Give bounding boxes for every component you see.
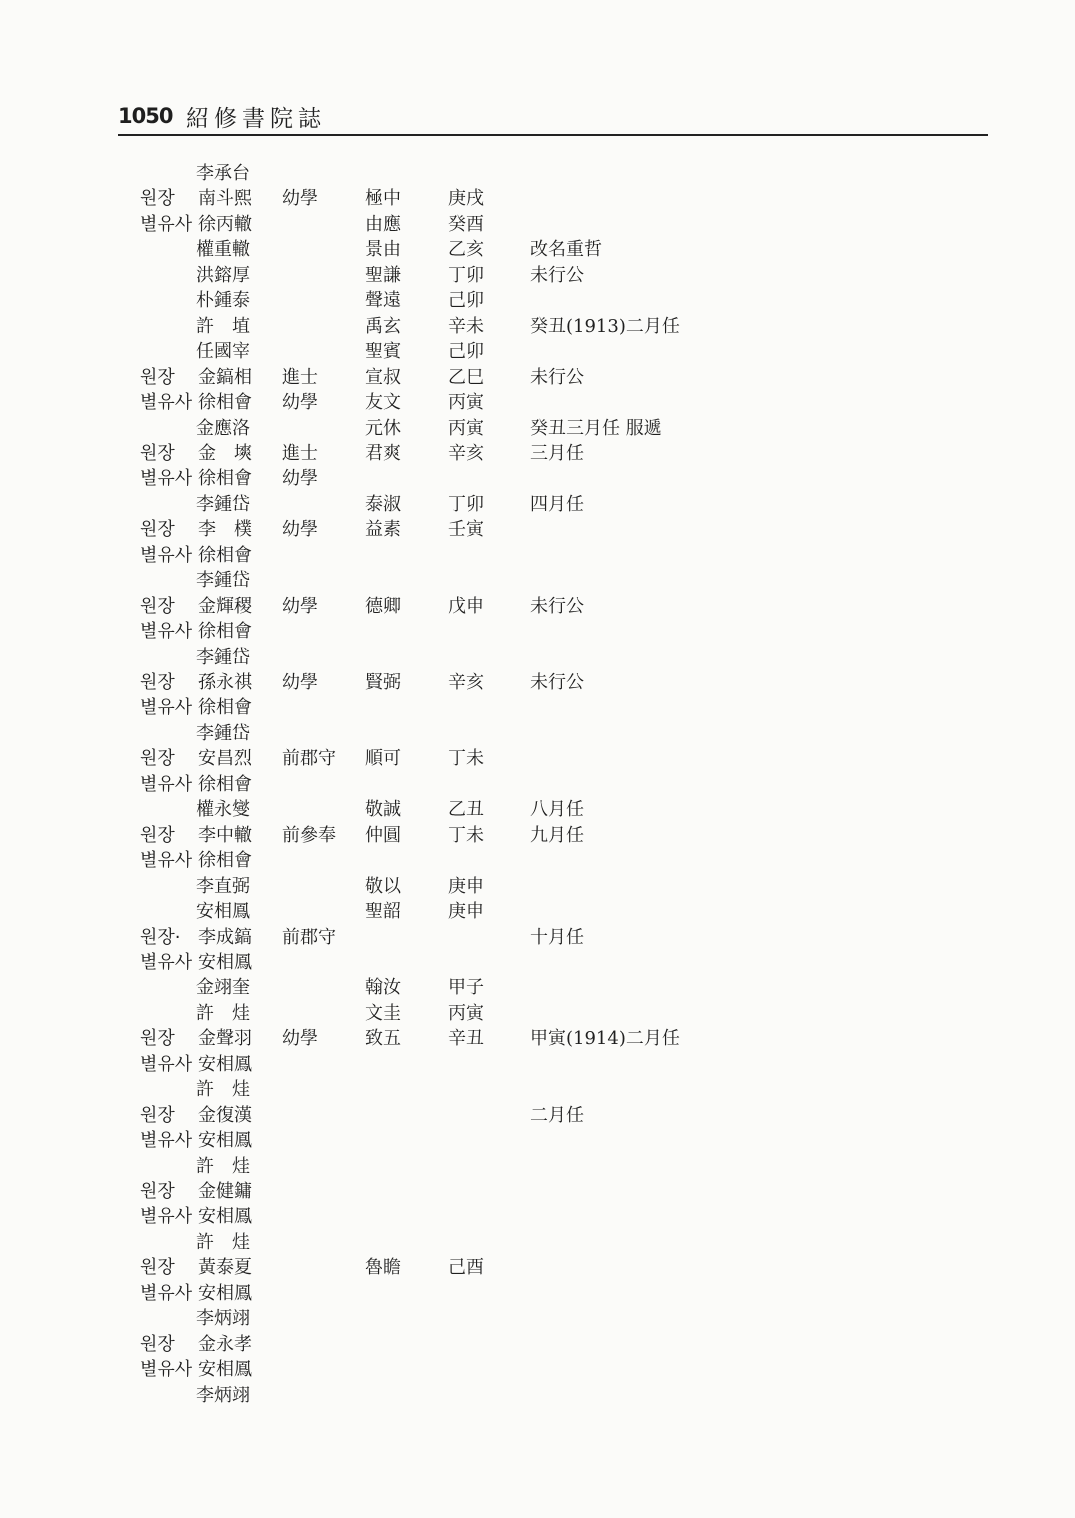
roster-row <box>0 1306 1000 1331</box>
roster-row <box>0 823 1000 848</box>
roster-courtesy: 極中 <box>365 188 401 210</box>
roster-year: 庚戌 <box>448 188 484 210</box>
roster-courtesy: 翰汝 <box>365 977 401 999</box>
roster-role: 원장 <box>140 188 175 210</box>
roster-role: 원장 <box>140 1181 175 1202</box>
roster-year: 丁卯 <box>448 264 484 286</box>
roster-year: 乙丑 <box>448 799 484 821</box>
roster-role: 별유사 <box>140 850 193 872</box>
roster-name: 李中轍 <box>198 824 252 846</box>
roster-degree: 幼學 <box>282 519 318 541</box>
roster-name: 徐相會 <box>198 697 252 719</box>
roster-note: 八月任 <box>530 799 584 821</box>
roster-name: 許 烓 <box>196 1155 250 1177</box>
roster-name: 南斗熙 <box>198 188 252 210</box>
roster-courtesy: 景由 <box>365 239 401 261</box>
roster-courtesy: 宣叔 <box>365 366 401 388</box>
roster-row <box>0 594 1000 619</box>
roster-role: 별유사 <box>140 773 193 795</box>
roster-row <box>0 1001 1000 1026</box>
book-title: 紹修書院誌 <box>186 106 326 132</box>
roster-role: 원장 <box>140 1333 175 1355</box>
roster-note: 甲寅(1914)二月任 <box>530 1028 680 1050</box>
roster-year: 庚申 <box>448 901 484 923</box>
page-number: 1050 <box>118 104 173 128</box>
roster-row <box>0 721 1000 746</box>
roster-row <box>0 1230 1000 1255</box>
roster-role: 원장 <box>140 366 175 388</box>
roster-note: 未行公 <box>530 595 584 617</box>
roster-row <box>0 186 1000 211</box>
roster-name: 孫永祺 <box>198 672 252 693</box>
roster-name: 任國宰 <box>196 341 250 363</box>
roster-year: 乙巳 <box>448 366 484 388</box>
roster-year: 辛丑 <box>448 1028 484 1050</box>
roster-role: 원장 <box>140 748 175 770</box>
roster-courtesy: 順可 <box>365 748 401 770</box>
roster-role: 별유사 <box>140 1359 193 1381</box>
roster-name: 徐相會 <box>198 392 252 414</box>
roster-degree: 幼學 <box>282 672 318 693</box>
roster-year: 丁卯 <box>448 493 484 515</box>
roster-name: 安相鳳 <box>198 1130 252 1152</box>
roster-name: 安相鳳 <box>196 901 250 923</box>
roster-role: 원장 <box>140 519 175 541</box>
roster-row <box>0 950 1000 975</box>
roster-role: 원장 <box>140 824 175 846</box>
roster-degree: 幼學 <box>282 188 318 210</box>
roster-row <box>0 416 1000 441</box>
roster-name: 金輝稷 <box>198 595 252 617</box>
roster-role: 별유사 <box>140 1206 193 1228</box>
roster-role: 원장 <box>140 1028 175 1050</box>
roster-role: 별유사 <box>140 951 193 973</box>
roster-name: 徐相會 <box>198 850 252 872</box>
roster-row <box>0 1154 1000 1179</box>
roster-year: 乙亥 <box>448 239 484 261</box>
roster-row <box>0 339 1000 364</box>
roster-year: 丁未 <box>448 748 484 770</box>
roster-note: 改名重哲 <box>530 239 602 261</box>
roster-row <box>0 1052 1000 1077</box>
roster-name: 徐相會 <box>198 621 252 643</box>
roster-name: 黃泰夏 <box>198 1257 252 1279</box>
roster-row <box>0 161 1000 186</box>
roster-name: 安相鳳 <box>198 1359 252 1381</box>
roster-row <box>0 746 1000 771</box>
roster-role: 원장 <box>140 595 175 617</box>
roster-row <box>0 1026 1000 1051</box>
roster-row <box>0 568 1000 593</box>
roster-role: 원장 <box>140 1104 175 1126</box>
roster-role: 별유사 <box>140 213 193 235</box>
roster-courtesy: 泰淑 <box>365 493 401 515</box>
roster-year: 己卯 <box>448 341 484 363</box>
roster-year: 丙寅 <box>448 392 484 414</box>
roster-row <box>0 1357 1000 1382</box>
roster-year: 己卯 <box>448 290 484 312</box>
roster-year: 甲子 <box>448 977 484 999</box>
roster-year: 辛未 <box>448 315 484 337</box>
roster-role: 원장 <box>140 442 175 464</box>
roster-name: 金永孝 <box>198 1333 252 1355</box>
roster-name: 李鍾岱 <box>196 493 250 515</box>
roster-name: 金 塽 <box>198 442 252 464</box>
roster-courtesy: 魯瞻 <box>365 1257 401 1279</box>
roster-degree: 前郡守 <box>282 926 336 948</box>
roster-courtesy: 聖賓 <box>365 341 401 363</box>
roster-name: 許 烓 <box>196 1231 250 1253</box>
roster-row <box>0 1255 1000 1280</box>
roster-name: 許 埴 <box>196 315 250 337</box>
roster-row <box>0 848 1000 873</box>
roster-name: 金鎬相 <box>198 366 252 388</box>
roster-courtesy: 敬誠 <box>365 799 401 821</box>
roster-row <box>0 1281 1000 1306</box>
roster-row <box>0 1332 1000 1357</box>
roster-name: 安相鳳 <box>198 1282 252 1304</box>
roster-courtesy: 友文 <box>365 392 401 414</box>
roster-row <box>0 975 1000 1000</box>
roster-row <box>0 466 1000 491</box>
roster-role: 별유사 <box>140 697 193 719</box>
roster-year: 癸酉 <box>448 213 484 235</box>
roster-row <box>0 543 1000 568</box>
roster-year: 丙寅 <box>448 1002 484 1024</box>
roster-note: 三月任 <box>530 442 584 464</box>
roster-name: 金健鏞 <box>198 1181 252 1202</box>
roster-note: 癸丑(1913)二月任 <box>530 315 680 337</box>
roster-row <box>0 1383 1000 1408</box>
roster-role: 원장· <box>140 926 181 948</box>
roster-row <box>0 1128 1000 1153</box>
roster-name: 許 烓 <box>196 1079 250 1101</box>
roster-name: 安相鳳 <box>198 1053 252 1075</box>
roster-row <box>0 874 1000 899</box>
roster-name: 李成鎬 <box>198 926 252 948</box>
roster-degree: 前參奉 <box>282 824 336 846</box>
roster-name: 朴鍾泰 <box>196 290 250 312</box>
roster-role: 별유사 <box>140 1282 193 1304</box>
roster-courtesy: 致五 <box>365 1028 401 1050</box>
roster-row <box>0 263 1000 288</box>
roster-name: 徐相會 <box>198 773 252 795</box>
roster-year: 戊申 <box>448 595 484 617</box>
roster-row <box>0 314 1000 339</box>
roster-name: 安昌烈 <box>198 748 252 770</box>
roster-courtesy: 由應 <box>365 213 401 235</box>
roster-name: 李承台 <box>196 163 250 184</box>
roster-year: 庚申 <box>448 875 484 897</box>
roster-name: 金聲羽 <box>198 1028 252 1050</box>
roster-name: 權永燮 <box>196 799 250 821</box>
roster-note: 二月任 <box>530 1104 584 1126</box>
roster-note: 九月任 <box>530 824 584 846</box>
roster-row <box>0 390 1000 415</box>
roster-row <box>0 1204 1000 1229</box>
roster-row <box>0 517 1000 542</box>
roster-role: 별유사 <box>140 1130 193 1152</box>
roster-role: 별유사 <box>140 1053 193 1075</box>
roster-name: 金復漢 <box>198 1104 252 1126</box>
roster-note: 四月任 <box>530 493 584 515</box>
roster-year: 壬寅 <box>448 519 484 541</box>
roster-courtesy: 仲圓 <box>365 824 401 846</box>
roster-name: 李鍾岱 <box>196 570 250 592</box>
roster-courtesy: 益素 <box>365 519 401 541</box>
roster-name: 安相鳳 <box>198 951 252 973</box>
roster-courtesy: 聖韶 <box>365 901 401 923</box>
roster-name: 李鍾岱 <box>196 646 250 668</box>
roster-year: 辛亥 <box>448 442 484 464</box>
roster-degree: 進士 <box>282 442 318 464</box>
roster-role: 별유사 <box>140 544 193 566</box>
roster-courtesy: 賢弼 <box>365 672 401 693</box>
roster-name: 金應洛 <box>196 417 250 439</box>
roster-row <box>0 670 1000 695</box>
roster-row <box>0 925 1000 950</box>
roster-name: 徐相會 <box>198 544 252 566</box>
roster-row <box>0 899 1000 924</box>
roster-name: 李鍾岱 <box>196 722 250 744</box>
roster-row <box>0 619 1000 644</box>
roster-name: 許 烓 <box>196 1002 250 1024</box>
roster-row <box>0 237 1000 262</box>
roster-courtesy: 元休 <box>365 417 401 439</box>
roster-role: 별유사 <box>140 468 193 490</box>
roster-degree: 進士 <box>282 366 318 388</box>
roster-year: 辛亥 <box>448 672 484 693</box>
roster-courtesy: 君爽 <box>365 442 401 464</box>
roster-name: 李直弼 <box>196 875 250 897</box>
roster-row <box>0 1179 1000 1204</box>
roster-note: 未行公 <box>530 264 584 286</box>
roster-name: 權重轍 <box>196 239 250 261</box>
roster-courtesy: 禹玄 <box>365 315 401 337</box>
roster-name: 徐丙轍 <box>198 213 252 235</box>
roster-role: 원장 <box>140 672 175 693</box>
roster-degree: 幼學 <box>282 595 318 617</box>
roster-row <box>0 1077 1000 1102</box>
roster-year: 丙寅 <box>448 417 484 439</box>
roster-degree: 幼學 <box>282 1028 318 1050</box>
roster-degree: 幼學 <box>282 392 318 414</box>
roster-note: 癸丑三月任 服遞 <box>530 417 662 439</box>
roster-courtesy: 聖謙 <box>365 264 401 286</box>
roster-row <box>0 492 1000 517</box>
roster-note: 十月任 <box>530 926 584 948</box>
roster-year: 己酉 <box>448 1257 484 1279</box>
roster-role: 별유사 <box>140 621 193 643</box>
roster-name: 李炳翊 <box>196 1384 250 1406</box>
roster-courtesy: 聲遠 <box>365 290 401 312</box>
roster-row <box>0 695 1000 720</box>
roster-year: 丁未 <box>448 824 484 846</box>
roster-courtesy: 德卿 <box>365 595 401 617</box>
roster-degree: 幼學 <box>282 468 318 490</box>
roster-note: 未行公 <box>530 366 584 388</box>
roster-name: 安相鳳 <box>198 1206 252 1228</box>
roster-name: 李炳翊 <box>196 1308 250 1330</box>
roster-name: 徐相會 <box>198 468 252 490</box>
roster-row <box>0 212 1000 237</box>
roster-name: 洪鎔厚 <box>196 264 250 286</box>
roster-row <box>0 441 1000 466</box>
roster-role: 별유사 <box>140 392 193 414</box>
roster-degree: 前郡守 <box>282 748 336 770</box>
roster-role: 원장 <box>140 1257 175 1279</box>
roster-row <box>0 772 1000 797</box>
roster-row <box>0 1103 1000 1128</box>
roster-name: 李 樸 <box>198 519 252 541</box>
roster-note: 未行公 <box>530 672 584 693</box>
roster-row <box>0 645 1000 670</box>
roster-row <box>0 797 1000 822</box>
roster-row <box>0 288 1000 313</box>
roster-courtesy: 文圭 <box>365 1002 401 1024</box>
roster-name: 金翊奎 <box>196 977 250 999</box>
roster-row <box>0 365 1000 390</box>
roster-courtesy: 敬以 <box>365 875 401 897</box>
